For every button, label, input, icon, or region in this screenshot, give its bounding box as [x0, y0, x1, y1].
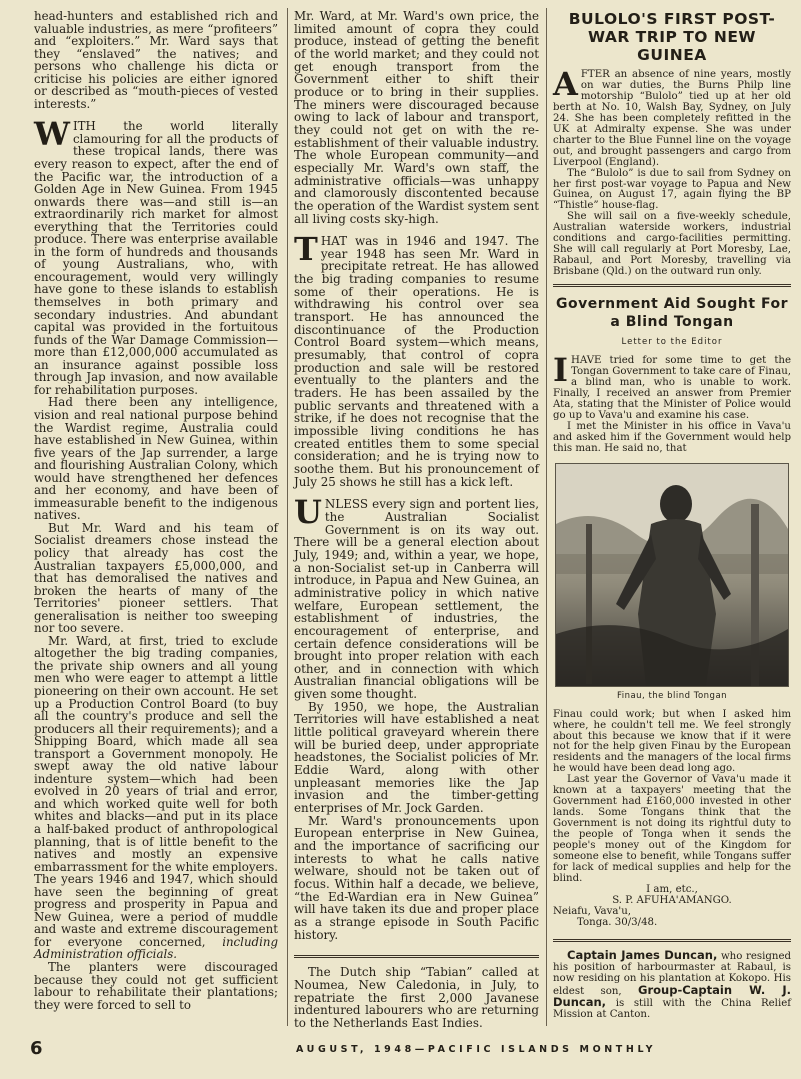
person-name: Group-Captain W. J. Duncan, — [553, 982, 792, 1010]
paragraph: head-hunters and established rich and valuable industries, as mere “profiteers” and “exploiters.” Mr. Ward says that they “enslaved” the natives; and persons who challenge his dicta or criticise his policies are either ignored or described as “mouth-pieces of vested interests.” — [34, 9, 278, 111]
headline-blind-tongan: Government Aid Sought For a Blind Tongan — [556, 296, 788, 331]
paragraph: Finau could work; but when I asked him where, he couldn't tell me. We feel strongly about this because we know that if it were not for the help given Finau by the European residents and the managers of the local firms he would have been dead long ago. — [553, 708, 791, 775]
paragraph: WITH the world literally clamouring for all the products of these tropical lands, there was every reason to expect, after the end of the Pacific war, the introduction of a Golden Age in New Guinea. From 1945 onwards there was—and still is—an extraordinarily rich market for almost everything that the Territories could produce. There was enterprise available in the form of hundreds and thousands of young Australians, who, with encouragement, would very willingly have gone to these islands to establish themselves in both primary and secondary industries. And abundant capital was provided in the fortuitous funds of the War Damage Commission—more than £12,000,000 accumulated as an insurance against possible loss through Jap invasion, and now available for rehabilitation purposes. — [34, 115, 278, 397]
photo-finau — [555, 463, 789, 687]
photo-figure-illustration — [556, 464, 788, 686]
paragraph: The Dutch ship “Tabian” called at Noumea, New Caledonia, in July, to repatriate the first 2,000 Javanese indentured labourers who are returning to the Netherlands East Indies. — [294, 965, 539, 1030]
paragraph-italic: including Administration officials. — [34, 934, 279, 962]
byline: Letter to the Editor — [621, 337, 723, 348]
section-rule — [553, 284, 791, 287]
running-footer: AUGUST, 1948—PACIFIC ISLANDS MONTHLY — [296, 1044, 657, 1055]
signoff-date: Tonga. 30/3/48. — [577, 916, 658, 928]
paragraph-duncan — [553, 947, 792, 1022]
paragraph-text: Mr. Ward, at first, tried to exclude altogether the big trading companies, the private ship owners and all young men who were eager to attempt a little pioneering on their own account. He set up a Production Control Board (to buy all the country's produce and sell the producers all their requirements); and a Shipping Board, which made all sea transport a Government monopoly. He swept away the old native labour indenture system—which had been evolved in 20 years of trial and error, and which worked quite well for both whites and blacks—and put in its place a half-baked product of anthropological planning, that is of little benefit to the natives and mostly an expensive embarrassment for the white employers. The years 1946 and 1947, which should have seen the beginning of great progress and prosperity in Papua and New Guinea, were a period of muddle and waste and extreme discouragement for everyone concerned, — [34, 633, 278, 949]
paragraph: By 1950, we hope, the Australian Territories will have established a neat little political graveyard wherein there will be buried deep, under appropriate headstones, the Socialist policies of Mr. Eddie Ward, along with other unpleasant memories like the Jap invasion and the timber-getting enterprises of Mr. Jock Garden. — [294, 699, 539, 816]
paragraph: But Mr. Ward and his team of Socialist dreamers chose instead the policy that already has cost the Australian taxpayers £5,000,000, and that has demoralised the natives and broken the hearts of many of the Territories' pioneer settlers. That generalisation is neither too sweeping nor too severe. — [34, 520, 278, 636]
section-rule — [553, 939, 791, 942]
headline-bulolo: BULOLO'S FIRST POST-WAR TRIP TO NEW GUINEA — [568, 10, 776, 64]
paragraph: Mr. Ward, at Mr. Ward's own price, the limited amount of copra they could produce, instead of getting the benefit of the world market; and they could not get enough transport from the Government either to shift their produce or to bring in their supplies. The miners were discouraged because owing to lack of labour and transport, they could not get on with the re-establishment of their valuable industry. The whole European community—and especially Mr. Ward's own staff, the administrative officials—was unhappy and clamorously discontented because the operation of the Wardist system sent all living costs sky-high. — [294, 9, 540, 226]
page-number: 6 — [30, 1038, 43, 1059]
paragraph: AFTER an absence of nine years, mostly on war duties, the Burns Philp line motorship “Bulolo” tied up at her old berth at No. 10, Walsh Bay, Sydney, on July 24. She has been completely refitted in the UK at Admiralty expense. She was under charter to the Blue Funnel line on the voyage out, and brought passengers and cargo from Liverpool (England). — [553, 65, 791, 168]
paragraph-text: is still with the China Relief Mission at Canton. — [553, 998, 791, 1021]
column-divider — [546, 8, 547, 1026]
paragraph: THAT was in 1946 and 1947. The year 1948 has seen Mr. Ward in precipitate retreat. He has allowed the big trading companies to resume some of their operations. He is withdrawing his control over sea transport. He has announced the discontinuance of the Production Control Board system—which means, presumably, that control of copra production and sale will be restored eventually to the planters and the traders. He has been assailed by the public servants and threatened with a strike, if he does not recognise that the impossible living conditions he has created entitles them to some special consideration; and he is trying now to soothe them. But his pronouncement of July 25 shows he still has a kick left. — [294, 230, 539, 489]
paragraph: IHAVE tried for some time to get the Tongan Government to take care of Finau, a blind man, who is unable to work. Finally, I received an answer from Premier Ata, stating that the Minister of Police would go up to Vava'u and examine his case. — [553, 351, 791, 421]
signoff-place: Neiafu, Vava'u, — [553, 905, 632, 917]
photo-caption: Finau, the blind Tongan — [616, 690, 728, 701]
signoff-name: S. P. AFUHA'AMANGO. — [612, 894, 732, 906]
paragraph: I met the Minister in his office in Vava'u and asked him if the Government would help this man. He said no, that — [553, 420, 791, 454]
column-3 — [553, 10, 791, 1021]
paragraph: Last year the Governor of Vava'u made it known at a taxpayers' meeting that the Government had £160,000 invested in other lands. Some Tongans think that the Government is not doing its rightful duty to the people of Tonga when it sends the people's money out of the Kingdom for someone else to benefit, while Tongans suffer for lack of medical supplies and help for the blind. — [553, 774, 791, 884]
paragraph: UNLESS every sign and portent lies, the Australian Socialist Government is on its way out. There will be a general election about July, 1949; and, within a year, we hope, a non-Socialist set-up in Canberra will introduce, in Papua and New Guinea, an administrative policy in which native welfare, European settlement, the establishment of industries, the encouragement of enterprise, and certain defence considerations will be brought into proper relation with each other, and in connection with which Australian financial obligations will be given some thought. — [294, 493, 539, 702]
paragraph: Had there been any intelligence, vision and real national purpose behind the Wardist regime, Australia could have established in New Guinea, within five years of the Jap surrender, a large and flourishing Australian Colony, which would have strengthened her defences and her economy, and have been of immeasurable benefit to the indigenous natives. — [34, 395, 278, 523]
signoff-etc: I am, etc., — [646, 883, 698, 895]
paragraph: The “Bulolo” is due to sail from Sydney on her first post-war voyage to Papua and New Guinea, on August 17, again flying the BP “Thistle” house-flag. — [553, 167, 791, 212]
section-rule — [294, 955, 539, 958]
paragraph-text: who resigned his position of harbourmaster at Rabaul, is now residing on his plantation at Kokopo. His eldest son, — [553, 950, 791, 997]
column-divider — [287, 8, 288, 1026]
paragraph — [34, 635, 278, 961]
column-1 — [34, 10, 278, 1011]
paragraph: The planters were discouraged because they could not get sufficient labour to rehabilitate their plantations; they were forced to sell to — [34, 960, 278, 1012]
paragraph: She will sail on a five-weekly schedule, Australian waterside workers, industrial conditions and cargo-facilities permitting. She will call regularly at Port Moresby, Lae, Rabaul, and Port Moresby, travelling via Brisbane (Qld.) on the outward run only. — [553, 211, 791, 278]
column-2 — [294, 10, 539, 1030]
paragraph: Mr. Ward's pronouncements upon European enterprise in New Guinea, and the importance of sacrificing our interests to what he calls native welware, should not be taken out of focus. Within half a decade, we believe, “the Ed-Wardian era in New Guinea” will have taken its due and proper place as a strange episode in South Pacific history. — [294, 813, 539, 942]
person-name: Captain James Duncan, — [567, 947, 718, 962]
